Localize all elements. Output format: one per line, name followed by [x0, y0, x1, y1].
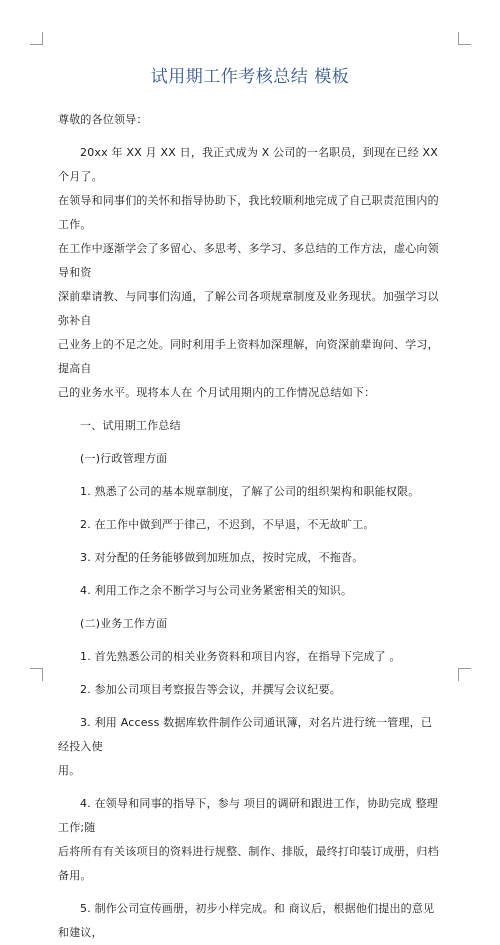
section-heading-1: 一、试用期工作总结 [80, 419, 181, 432]
business-item-4-line-1: 4. 在领导和同事的指导下，参与 项目的调研和跟进工作，协助完成 整理工作;随 [58, 797, 438, 834]
intro-line-1: 20xx 年 XX 月 XX 日，我正式成为 X 公司的一名职员，到现在已经 XX 个月了。 [58, 146, 438, 183]
admin-item-1: 1. 熟悉了公司的基本规章制度，了解了公司的组织架构和职能权限。 [80, 485, 420, 498]
crop-mark-bottom-left [30, 668, 43, 681]
admin-item-2: 2. 在工作中做到严于律己，不迟到，不早退，不无故旷工。 [80, 518, 375, 531]
business-item-1: 1. 首先熟悉公司的相关业务资料和项目内容，在指导下完成了 。 [80, 650, 401, 663]
crop-mark-bottom-right [458, 668, 471, 681]
intro-line-6: 己的业务水平。现将本人在 个月试用期内的工作情况总结如下： [58, 386, 376, 399]
business-item-4-line-2: 后将所有有关该项目的资料进行规整、制作、排版，最终打印装订成册，归档备用。 [58, 845, 439, 882]
crop-mark-top-left [30, 32, 43, 45]
intro-line-5: 己业务上的不足之处。同时利用手上资料加深理解，向资深前辈询问、学习，提高自 [58, 338, 439, 375]
document-body [58, 108, 442, 945]
document-title: 试用期工作考核总结 模板 [150, 67, 350, 87]
subsection-heading-business: (二)业务工作方面 [80, 617, 168, 630]
business-item-3-line-2: 用。 [58, 764, 81, 777]
greeting: 尊敬的各位领导： [58, 113, 148, 126]
business-item-2: 2. 参加公司项目考察报告等会议，并撰写会议纪要。 [80, 683, 341, 696]
intro-line-2: 在领导和同事们的关怀和指导协助下，我比较顺利地完成了自己职责范围内的工作。 [58, 194, 439, 231]
intro-line-3: 在工作中逐渐学会了多留心、多思考、多学习、多总结的工作方法，虚心向领导和资 [58, 242, 439, 279]
business-item-3-line-1: 3. 利用 Access 数据库软件制作公司通讯簿，对名片进行统一管理，已经投入使 [58, 716, 433, 753]
crop-mark-top-right [458, 32, 471, 45]
subsection-heading-admin: (一)行政管理方面 [80, 452, 168, 465]
admin-item-3: 3. 对分配的任务能够做到加班加点，按时完成，不拖沓。 [80, 551, 364, 564]
business-item-5-line-1: 5. 制作公司宣传画册，初步小样完成。和 商议后，根据他们提出的意见和建议， [58, 902, 435, 939]
intro-line-4: 深前辈请教、与同事们沟通，了解公司各项规章制度及业务现状。加强学习以弥补自 [58, 290, 439, 327]
admin-item-4: 4. 利用工作之余不断学习与公司业务紧密相关的知识。 [80, 584, 353, 597]
